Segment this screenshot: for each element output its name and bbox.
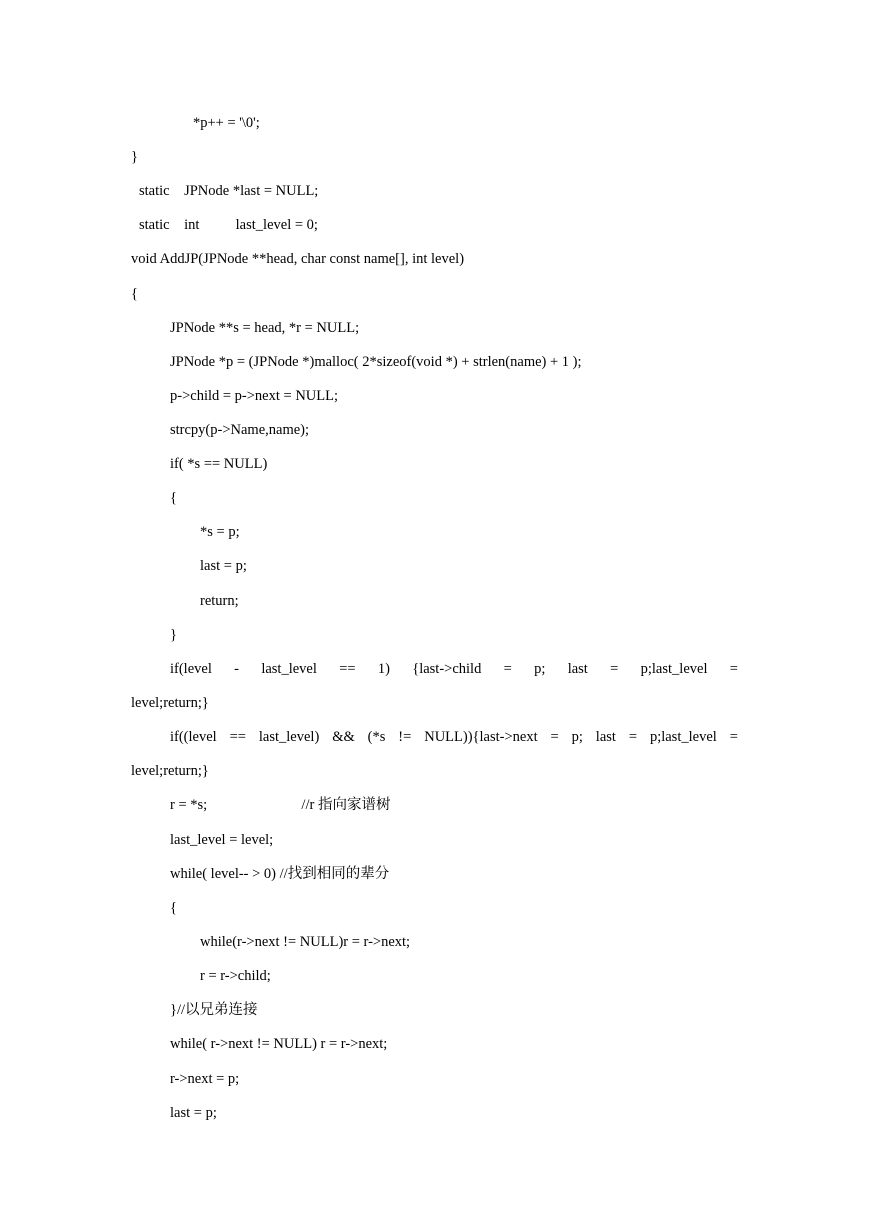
code-line: }: [170, 627, 177, 643]
code-line: static int last_level = 0;: [139, 217, 318, 233]
code-token: !=: [398, 729, 412, 745]
code-token: p;last_level: [640, 661, 708, 677]
code-line-justified: [170, 660, 738, 678]
code-token: last_level): [258, 729, 320, 745]
code-token: =: [729, 661, 738, 677]
code-token: 1): [377, 661, 390, 677]
code-line: last_level = level;: [170, 832, 274, 848]
code-token: last: [567, 661, 588, 677]
code-line: {: [170, 490, 177, 506]
code-line: void AddJP(JPNode **head, char const name[], int level): [131, 251, 465, 267]
code-line: JPNode *p = (JPNode *)malloc( 2*sizeof(void *) + strlen(name) + 1 );: [170, 354, 582, 370]
code-token: if(level: [170, 661, 212, 677]
code-line: if( *s == NULL): [170, 456, 268, 472]
code-token: ==: [229, 729, 246, 745]
code-token: last: [595, 729, 616, 745]
code-token: &&: [332, 729, 355, 745]
code-line: JPNode **s = head, *r = NULL;: [170, 320, 360, 336]
code-token: {last->child: [412, 661, 482, 677]
code-token: ==: [339, 661, 356, 677]
code-token: -: [234, 661, 240, 677]
code-line: r = *s; //r 指向家谱树: [170, 797, 391, 813]
code-line: static JPNode *last = NULL;: [139, 183, 319, 199]
code-token: =: [503, 661, 512, 677]
code-line: r->next = p;: [170, 1071, 240, 1087]
code-token: =: [628, 729, 638, 745]
code-token: p;last_level: [649, 729, 717, 745]
code-token: (*s: [367, 729, 386, 745]
code-line: level;return;}: [131, 763, 209, 779]
code-line: }: [131, 149, 138, 165]
code-token: if((level: [170, 729, 217, 745]
code-line: {: [131, 286, 138, 302]
code-line: *p++ = '\0';: [193, 115, 260, 131]
code-token: NULL)){last->next: [424, 729, 538, 745]
code-line: r = r->child;: [200, 968, 271, 984]
code-line: }//以兄弟连接: [170, 1002, 258, 1018]
code-token: last_level: [261, 661, 317, 677]
code-line: level;return;}: [131, 695, 209, 711]
code-line: while( level-- > 0) //找到相同的辈分: [170, 866, 390, 882]
code-line: {: [170, 900, 177, 916]
code-token: =: [550, 729, 559, 745]
code-line: strcpy(p->Name,name);: [170, 422, 310, 438]
code-token: =: [729, 729, 738, 745]
code-line: while( r->next != NULL) r = r->next;: [170, 1036, 388, 1052]
code-line: last = p;: [170, 1105, 217, 1121]
code-token: =: [610, 661, 619, 677]
code-line: while(r->next != NULL)r = r->next;: [200, 934, 411, 950]
code-token: p;: [534, 661, 546, 677]
code-line-justified: [170, 728, 738, 746]
code-token: p;: [571, 729, 583, 745]
code-line: last = p;: [200, 558, 247, 574]
code-line: *s = p;: [200, 524, 240, 540]
code-line: return;: [200, 593, 239, 609]
code-line: p->child = p->next = NULL;: [170, 388, 339, 404]
